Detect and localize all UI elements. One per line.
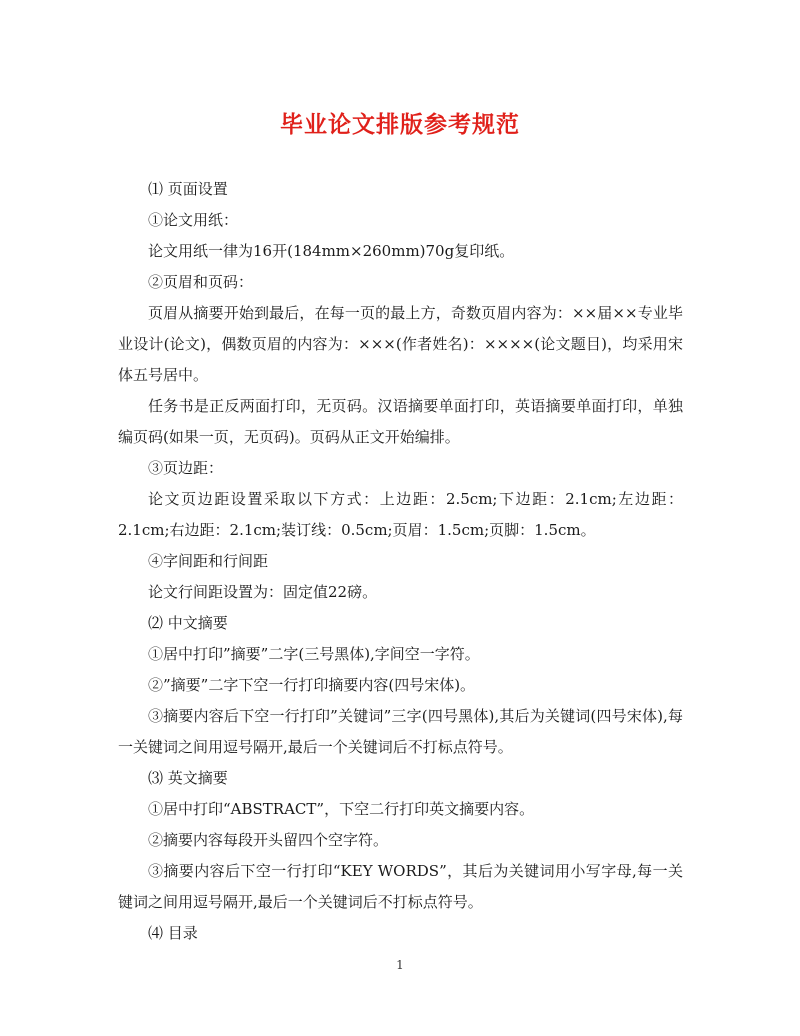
heading-chinese-abstract: ⑵ 中文摘要 <box>148 614 228 632</box>
subheading-spacing: ④字间距和行间距 <box>148 552 269 570</box>
subheading-paper: ①论文用纸： <box>148 211 239 229</box>
paragraph-chinese-abstract-2: ②”摘要”二字下空一行打印摘要内容(四号宋体)。 <box>148 676 476 694</box>
subheading-margins: ③页边距： <box>148 459 224 477</box>
paragraph-paper: 论文用纸一律为16开(184mm×260mm)70g复印纸。 <box>148 242 515 260</box>
heading-english-abstract: ⑶ 英文摘要 <box>148 769 228 787</box>
document-body <box>118 174 683 949</box>
paragraph-margins: 论文页边距设置采取以下方式：上边距：2.5cm;下边距：2.1cm;左边距：2.1cm;右边距：2.1cm;装订线：0.5cm;页眉：1.5cm;页脚：1.5cm。 <box>118 490 683 539</box>
paragraph-spacing: 论文行间距设置为：固定值22磅。 <box>148 583 378 601</box>
subheading-header-page-number: ②页眉和页码： <box>148 273 254 291</box>
paragraph-english-abstract-1: ①居中打印“ABSTRACT”，下空二行打印英文摘要内容。 <box>148 800 535 818</box>
paragraph-header: 页眉从摘要开始到最后，在每一页的最上方，奇数页眉内容为：××届××专业毕业设计(论文)，偶数页眉的内容为：×××(作者姓名)：××××(论文题目)，均采用宋体五号居中。 <box>118 304 683 384</box>
paragraph-printing: 任务书是正反两面打印，无页码。汉语摘要单面打印，英语摘要单面打印，单独编页码(如果一页，无页码)。页码从正文开始编排。 <box>118 397 683 446</box>
document-title: 毕业论文排版参考规范 <box>280 111 520 138</box>
paragraph-chinese-abstract-3: ③摘要内容后下空一行打印”关键词”三字(四号黑体),其后为关键词(四号宋体),每一关键词之间用逗号隔开,最后一个关键词后不打标点符号。 <box>118 707 683 756</box>
paragraph-english-abstract-2: ②摘要内容每段开头留四个空字符。 <box>148 831 389 849</box>
heading-table-of-contents: ⑷ 目录 <box>148 924 198 942</box>
paragraph-chinese-abstract-1: ①居中打印”摘要”二字(三号黑体),字间空一字符。 <box>148 645 480 663</box>
heading-page-setup: ⑴ 页面设置 <box>148 180 228 198</box>
page-number: 1 <box>396 958 404 972</box>
paragraph-english-abstract-3: ③摘要内容后下空一行打印“KEY WORDS”，其后为关键词用小写字母,每一关键词之间用逗号隔开,最后一个关键词后不打标点符号。 <box>118 862 683 911</box>
